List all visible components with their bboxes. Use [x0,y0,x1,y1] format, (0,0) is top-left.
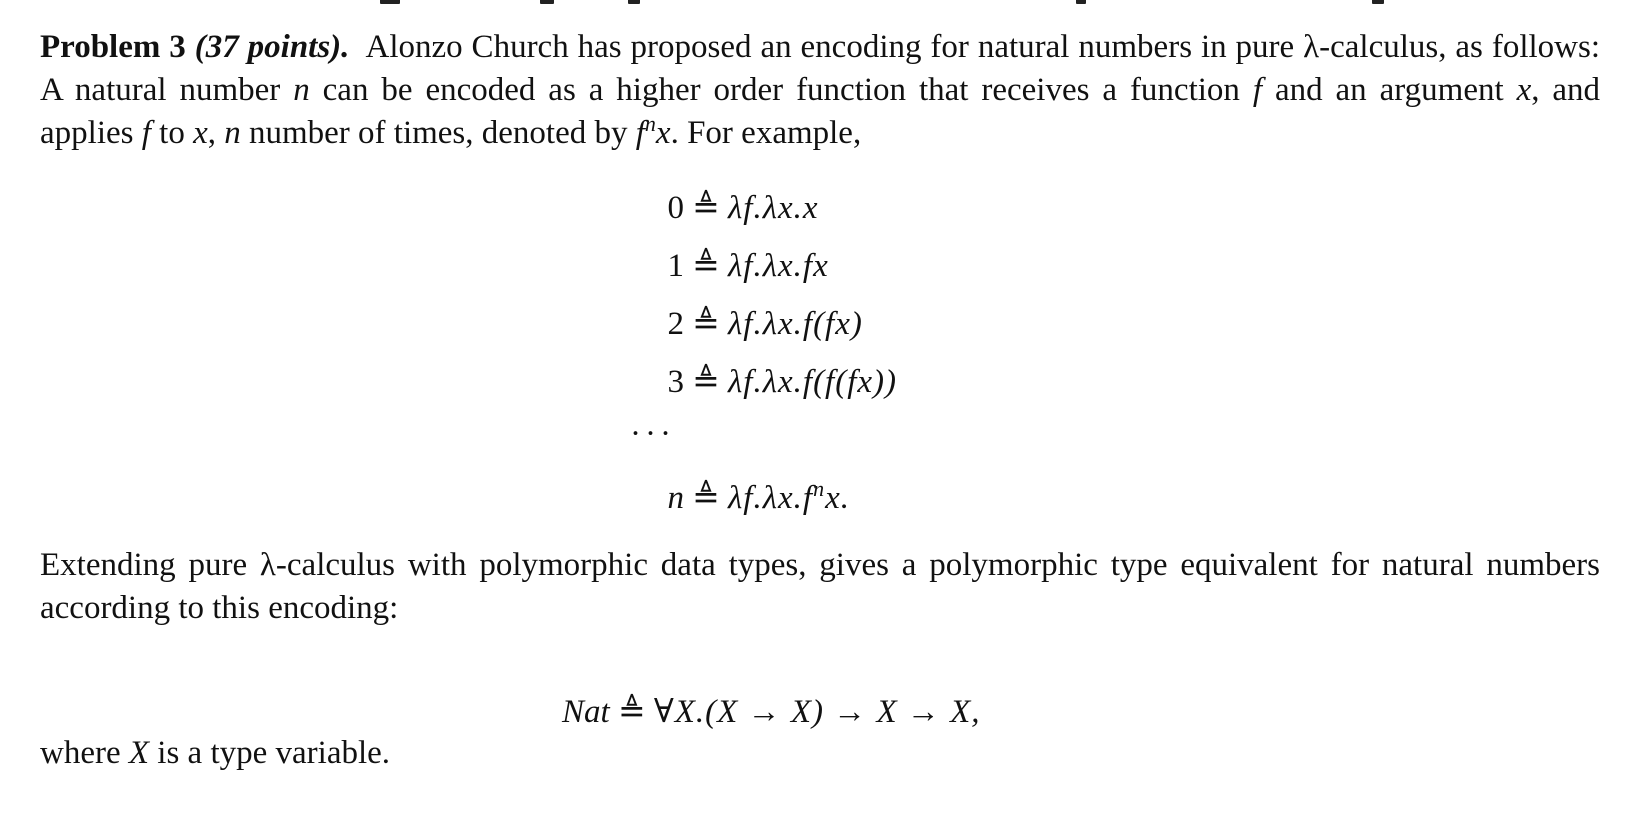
problem-points: (37 points). [194,29,350,65]
var-n-2: n [224,115,241,151]
nat-type-definition [562,690,981,734]
intro-text-7: number of times, denoted by [248,115,628,151]
nat-type-name: Nat [562,694,610,730]
intro-text-5: to [159,115,185,151]
var-x-2: x [193,115,208,151]
problem-statement [40,26,1600,155]
encoding-two: 2 ≜ λf.λx.f(fx) [667,306,863,342]
extension-paragraph: Extending pure λ-calculus with polymorphic data types, gives a polymorphic type equivalent for natural numbers according to this encoding: [40,547,1600,626]
intro-end: . For example, [670,115,862,151]
encoding-n: n ≜ $\lambda f.\lambda x.f^nx$. [667,476,850,516]
problem-heading: Problem 3 [40,29,186,65]
intro-text-6: , [207,115,216,151]
conclusion-paragraph: where X is a type variable. [40,735,391,771]
f-power-n-x: $f^nx$ [635,111,671,151]
encoding-three: 3 ≜ λf.λx.f(f(fx)) [667,364,898,400]
intro-text-4: , and applies [40,72,1601,151]
intro-text-2: can be encoded as a higher order function that receives a function [322,72,1240,108]
intro-text-3: and an argument [1274,72,1504,108]
nat-type-def-symbol: ≜ [617,694,646,730]
var-x: x [1516,72,1532,108]
type-var-x: X [128,735,150,771]
var-n: n [293,72,310,108]
intro-text: Alonzo Church has proposed an encoding for natural numbers in pure λ-calculus, as follows: A natural number [40,29,1600,108]
encoding-ellipsis: ··· [630,416,675,452]
var-f: f [1252,72,1263,108]
var-f-2: f [141,115,151,151]
encoding-one: 1 ≜ λf.λx.fx [667,248,829,284]
nat-type-body: ∀X.(X → X) → X → X, [653,694,981,730]
encoding-zero: 0 ≜ λf.λx.x [667,190,819,226]
clipped-previous-line [0,0,1640,8]
